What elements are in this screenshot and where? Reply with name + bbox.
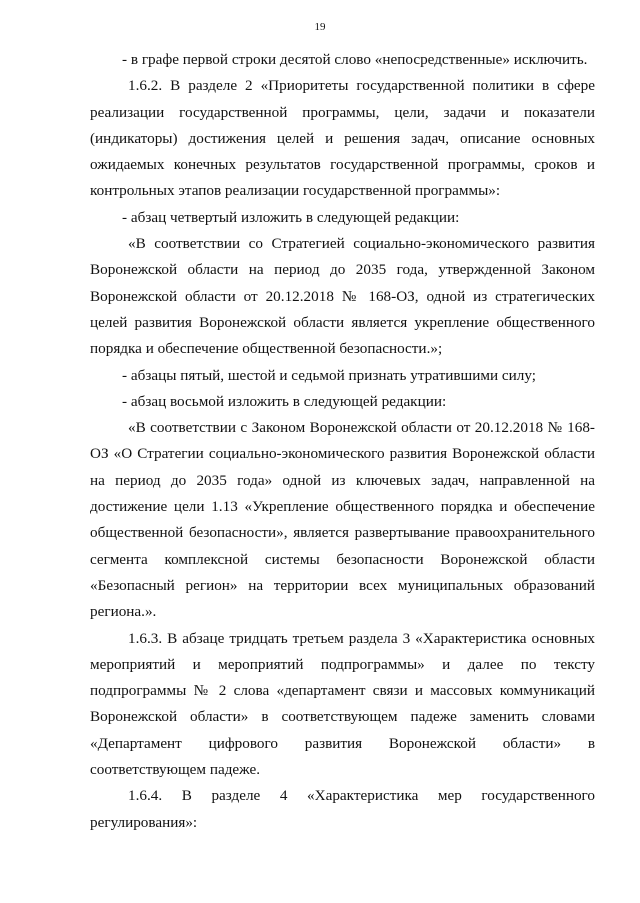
paragraph-fourth-abzac-instruction: - абзац четвертый изложить в следующей редакции: <box>122 208 460 226</box>
paragraph-strategy-quote: «В соответствии со Стратегией социально-экономического развития Воронежской области на период до 2035 года, утвержденной Законом Воронежской области от 20.12.2018 № 168-ОЗ, одной из стратегических целей развития Воронежской области является укрепление общественного порядка и обеспечение общественной безопасности.»; <box>90 235 595 358</box>
paragraph-invalidate-abzacs: - абзацы пятый, шестой и седьмой признать утратившими силу; <box>122 366 536 384</box>
paragraph-section-2-heading: 1.6.2. В разделе 2 «Приоритеты государственной политики в сфере реализации государственной программы, цели, задачи и показатели (индикаторы) достижения целей и решения задач, описание основных ожидаемых конечных результатов государственной программы, сроков и контрольных этапов реализации государственной программы»: <box>90 77 595 200</box>
paragraph-exclude-word: - в графе первой строки десятой слово «непосредственные» исключить. <box>122 51 588 68</box>
paragraph-section-4-heading: 1.6.4. В разделе 4 «Характеристика мер государственного регулирования»: <box>90 787 595 831</box>
paragraph-section-3-replacement: 1.6.3. В абзаце тридцать третьем раздела 3 «Характеристика основных мероприятий и мероприятий подпрограммы» и далее по тексту подпрограммы № 2 слова «департамент связи и массовых коммуникаций Воронежской области» в соответствующем падеже заменить словами «Департамент цифрового развития Воронежской области» в соответствующем падеже. <box>90 629 595 779</box>
document-body <box>90 47 595 836</box>
paragraph-law-quote: «В соответствии с Законом Воронежской области от 20.12.2018 № 168-ОЗ «О Стратегии социально-экономического развития Воронежской области на период до 2035 года» одной из ключевых задач, направленной на достижение цели 1.13 «Укрепление общественного порядка и обеспечение общественной безопасности», является развертывание правоохранительного сегмента комплексной системы безопасности Воронежской области «Безопасный регион» на территории всех муниципальных образований региона.». <box>90 419 595 621</box>
page-number: 19 <box>314 21 326 33</box>
paragraph-eighth-abzac-instruction: - абзац восьмой изложить в следующей редакции: <box>122 392 447 410</box>
